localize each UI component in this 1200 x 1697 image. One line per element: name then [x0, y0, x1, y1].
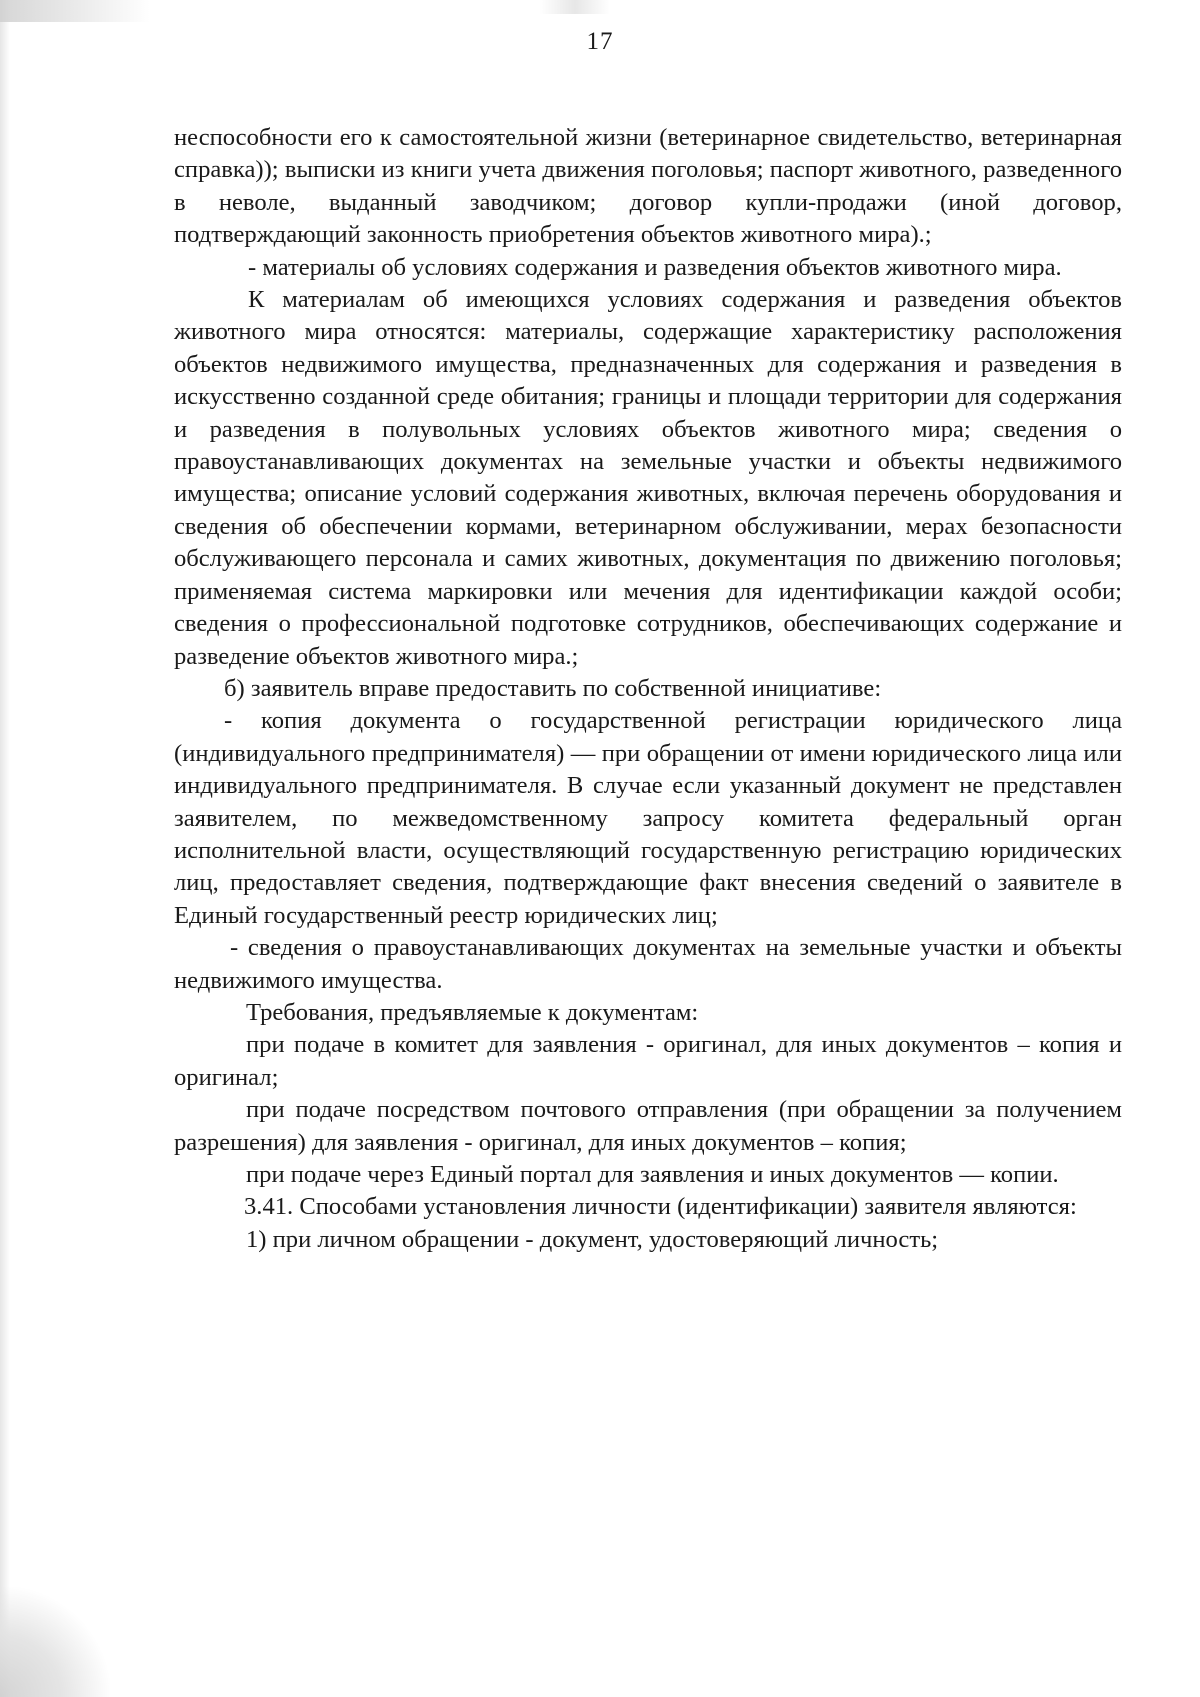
paragraph-title-documents: - сведения о правоустанавливающих документах на земельные участки и объекты недвижимого имущества. [174, 934, 1122, 994]
page-number: 17 [586, 28, 614, 55]
paragraph-requirement-committee: при подаче в комитет для заявления - оригинал, для иных документов – копия и оригинал; [174, 1031, 1122, 1091]
paragraph-materials-list: К материалам об имеющихся условиях содержания и разведения объектов животного мира относятся: материалы, содержащие характеристику расположения объектов недвижимого имущества, предназначенных для содержания и разведения в искусственно созданной среде обитания; границы и площади территории для содержания и разведения в полувольных условиях объектов животного мира; сведения о правоустанавливающих документах на земельные участки и объекты недвижимого имущества; описание условий содержания животных, включая перечень оборудования и сведения об обеспечении кормами, ветеринарном обслуживании, мерах безопасности обслуживающего персонала и самих животных, документация по движению поголовья; применяемая система маркировки или мечения для идентификации каждой особи; сведения о профессиональной подготовке сотрудников, обеспечивающих содержание и разведение объектов животного мира.; [174, 286, 1122, 670]
document-body [174, 122, 1122, 1256]
scan-shadow-top-left [0, 0, 150, 22]
paragraph-identification-1: 1) при личном обращении - документ, удостоверяющий личность; [246, 1225, 939, 1253]
paragraph-applicant-right: б) заявитель вправе предоставить по собственной инициативе: [224, 674, 882, 702]
paragraph-materials-conditions: - материалы об условиях содержания и разведения объектов животного мира. [248, 253, 1062, 281]
paragraph-requirements-heading: Требования, предъявляемые к документам: [246, 998, 699, 1026]
paragraph-continuation: неспособности его к самостоятельной жизни (ветеринарное свидетельство, ветеринарная справка)); выписки из книги учета движения поголовья; паспорт животного, разведенного в неволе, выданный заводчиком; договор купли-продажи (иной договор, подтверждающий законность приобретения объектов животного мира).; [174, 124, 1122, 249]
paragraph-section-3-41: 3.41. Способами установления личности (идентификации) заявителя являются: [244, 1193, 1077, 1221]
scan-shadow-left-edge [0, 0, 10, 1697]
paragraph-requirement-portal: при подаче через Единый портал для заявления и иных документов — копии. [246, 1161, 1059, 1188]
paragraph-registration-copy: - копия документа о государственной регистрации юридического лица (индивидуального предпринимателя) — при обращении от имени юридического лица или индивидуального предпринимателя. В случае если указанный документ не представлен заявителем, по межведомственному запросу комитета федеральный орган исполнительной власти, осуществляющий государственную регистрацию юридических лиц, предоставляет сведения, подтверждающие факт внесения сведений о заявителе в Единый государственный реестр юридических лиц; [174, 707, 1122, 929]
scan-shadow-top-center [540, 0, 610, 14]
scan-shadow-bottom-left [0, 1587, 110, 1697]
paragraph-requirement-mail: при подаче посредством почтового отправления (при обращении за получением разрешения) для заявления - оригинал, для иных документов – копия; [174, 1096, 1122, 1156]
